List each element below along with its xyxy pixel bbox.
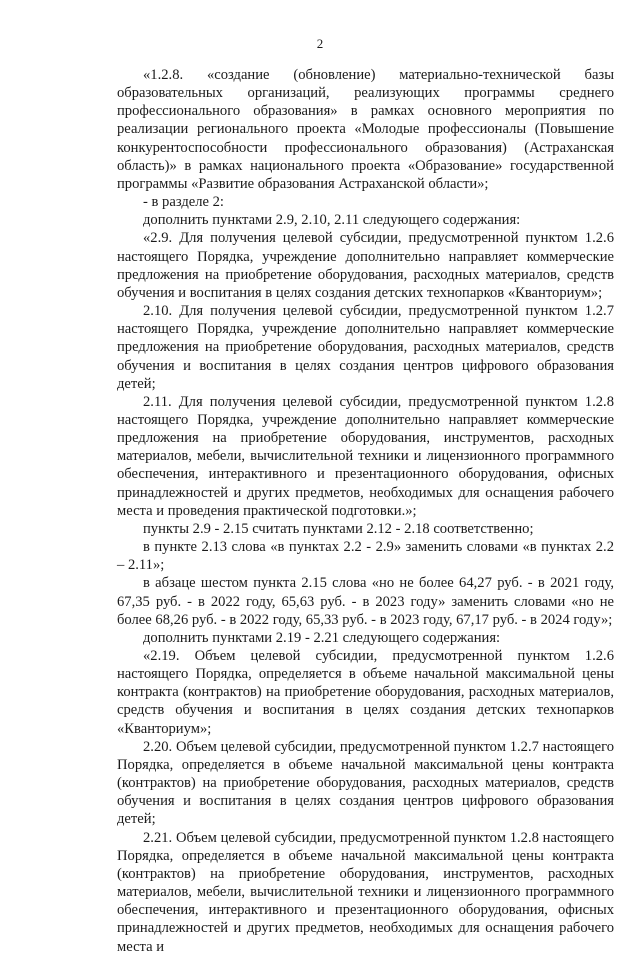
paragraph-add-2-19-2-21: дополнить пунктами 2.19 - 2.21 следующего содержания: xyxy=(143,629,501,646)
paragraph-2-20: 2.20. Объем целевой субсидии, предусмотренной пунктом 1.2.7 настоящего Порядка, определяется в объеме начальной максимальной цены контракта (контрактов) на приобретение оборудования, расходных материалов, средств обучения и воспитания в целях создания центров цифрового образования детей; xyxy=(117,738,614,828)
paragraph-section-2: - в разделе 2: xyxy=(143,194,224,211)
page-number: 2 xyxy=(316,36,324,51)
paragraph-2-19: «2.19. Объем целевой субсидии, предусмотренной пунктом 1.2.6 настоящего Порядка, определяется в объеме начальной максимальной цены контракта (контрактов) на приобретение оборудования, расходных материалов, средств обучения и воспитания в целях создания детских технопарков «Кванториум»; xyxy=(117,648,614,737)
document-body xyxy=(117,66,614,956)
paragraph-add-2-9-2-11: дополнить пунктами 2.9, 2.10, 2.11 следующего содержания: xyxy=(143,212,521,229)
paragraph-1-2-8: «1.2.8. «создание (обновление) материально-технической базы образовательных организаций, реализующих программы среднего профессионального образования» в рамках основного мероприятия по реализации регионального проекта «Молодые профессионалы (Повышение конкурентоспособности профессионального образования) (Астраханская область)» в рамках национального проекта «Образование» государственной программы «Развитие образования Астраханской области»; xyxy=(117,67,614,192)
paragraph-2-11: 2.11. Для получения целевой субсидии, предусмотренной пунктом 1.2.8 настоящего Порядка, учреждение дополнительно направляет коммерческие предложения на приобретение оборудования, инструментов, расходных материалов, мебели, вычислительной техники и лицензионного программного обеспечения, интерактивного и презентационного оборудования, офисных принадлежностей и других предметов, необходимых для оснащения рабочего места и проведения практической подготовки.»; xyxy=(117,393,614,519)
paragraph-2-9: «2.9. Для получения целевой субсидии, предусмотренной пунктом 1.2.6 настоящего Порядка, учреждение дополнительно направляет коммерческие предложения на приобретение оборудования, расходных материалов, средств обучения и воспитания в целях создания детских технопарков «Кванториум»; xyxy=(117,230,614,301)
paragraph-2-13-change: в пункте 2.13 слова «в пунктах 2.2 - 2.9» заменить словами «в пунктах 2.2 – 2.11»; xyxy=(117,539,614,574)
paragraph-2-15-change: в абзаце шестом пункта 2.15 слова «но не более 64,27 руб. - в 2021 году, 67,35 руб. - в 2022 году, 65,63 руб. - в 2023 году» заменить словами «но не более 68,26 руб. - в 2022 году, 65,33 руб. - в 2023 году, 67,17 руб. - в 2024 году»; xyxy=(117,575,614,628)
paragraph-2-21: 2.21. Объем целевой субсидии, предусмотренной пунктом 1.2.8 настоящего Порядка, определяется в объеме начальной максимальной цены контракта (контрактов) на приобретение оборудования, инструментов, расходных материалов, мебели, вычислительной техники и лицензионного программного обеспечения, интерактивного и презентационного оборудования, офисных принадлежностей и других предметов, необходимых для оснащения рабочего места и xyxy=(117,829,614,955)
paragraph-renumber: пункты 2.9 - 2.15 считать пунктами 2.12 - 2.18 соответственно; xyxy=(143,520,534,537)
paragraph-2-10: 2.10. Для получения целевой субсидии, предусмотренной пунктом 1.2.7 настоящего Порядка, учреждение дополнительно направляет коммерческие предложения на приобретение оборудования, расходных материалов, средств обучения и воспитания в целях создания центров цифрового образования детей; xyxy=(117,303,614,392)
